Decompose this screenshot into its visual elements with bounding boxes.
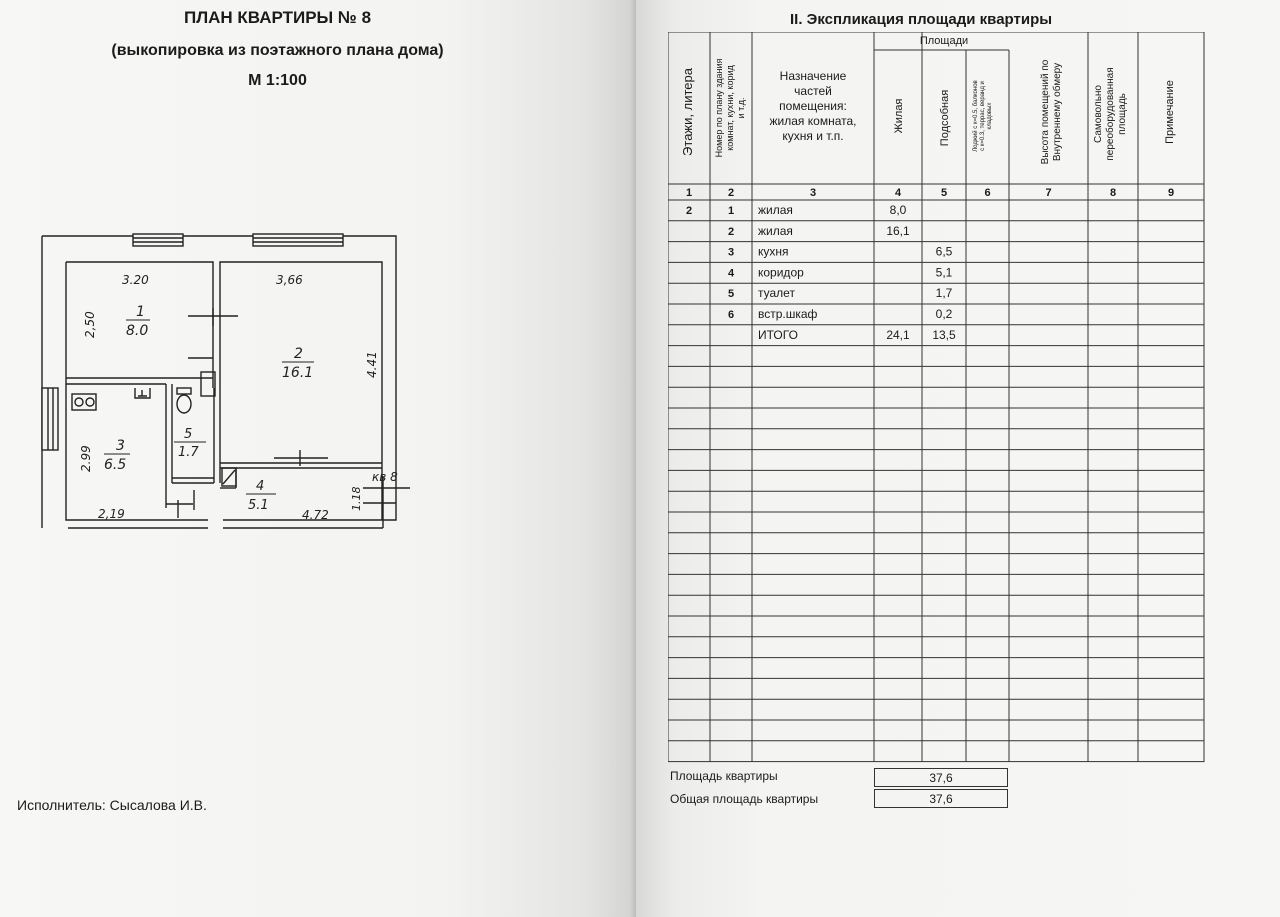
executor-name: Сысалова И.В. [109,797,207,813]
cell-auxiliary: 5,1 [935,265,953,280]
header-purpose-line: кухня и т.п. [782,129,844,143]
header-floor: Этажи, литера [680,68,695,156]
header-number-line: Номер по плану здания [714,58,724,158]
header-living: Жилая [893,98,905,134]
cell-purpose: встр.шкаф [758,307,818,321]
header-number-line: комнат, кухни, корид [725,65,735,151]
left-page [0,0,636,917]
header-height-line: Высота помещений по [1040,59,1051,165]
plan-scale: М 1:100 [248,72,307,89]
total-area-value: 37,6 [874,789,1008,808]
header-loggia-line: с к=0.3, террас, веранд и [980,81,986,151]
room2-width: 3,66 [276,273,303,287]
header-selfmade-line: Самовольно [1093,84,1104,144]
explication-table [668,32,1206,768]
inner-outline [66,262,382,520]
room1-number: 1 [136,304,145,320]
room2-number: 2 [294,346,303,362]
apartment-label: кв 8 [372,470,398,484]
column-number: 3 [809,187,817,199]
room3-height: 2.99 [79,445,93,472]
window-room1 [133,234,183,246]
header-purpose-line: Назначение [779,69,847,83]
cell-purpose: жилая [758,223,793,238]
cell-purpose: кухня [758,244,789,259]
cell-number: 5 [727,288,735,301]
room3-number: 3 [116,438,125,454]
cell-number: 6 [727,309,735,321]
apartment-area-value: 37,6 [874,768,1008,787]
header-auxiliary: Подсобная [939,89,951,147]
cell-auxiliary: 0,2 [935,307,953,321]
room1-height: 2,50 [83,311,97,338]
header-purpose-line: частей [794,84,832,98]
corridor-height: 1.18 [350,486,363,511]
explication-title: II. Экспликация площади квартиры [790,11,1053,28]
cell-purpose: ИТОГО [758,327,798,342]
sink-icon [135,388,150,398]
room2-height: 4.41 [365,351,379,378]
window-kitchen [42,388,58,450]
cell-living: 24,1 [886,327,910,342]
column-number: 1 [685,187,693,199]
executor-label: Исполнитель: [17,797,106,813]
toilet-icon [177,388,191,394]
cell-purpose: коридор [758,265,804,280]
cell-number: 4 [727,267,735,280]
column-number: 6 [984,187,991,199]
cell-living: 8,0 [889,203,907,217]
room1-width: 3.20 [122,273,149,287]
column-number: 5 [940,187,948,199]
column-number: 4 [894,187,902,199]
header-selfmade-line: площадь [1117,93,1128,135]
table-frame [668,32,1204,762]
plan-subtitle: (выкопировка из поэтажного плана дома) [111,42,444,59]
floor-plan [38,228,410,540]
room5-number: 5 [184,427,193,442]
header-height-line: Внутреннему обмеру [1052,62,1063,162]
room1-area: 8.0 [126,323,149,339]
room2-area: 16.1 [282,365,314,381]
cell-number: 2 [727,225,735,238]
header-area-group: Площади [919,35,969,47]
column-number: 7 [1045,187,1052,199]
apartment-area-label: Площадь квартиры [670,769,778,783]
cell-number: 1 [727,205,735,217]
header-loggia-line: кладовых [987,102,993,130]
header-loggia-line: Лоджий с к=0.5, балконов [973,80,979,152]
total-area-label: Общая площадь квартиры [670,792,819,806]
header-note: Примечание [1164,80,1176,144]
executor [17,797,207,813]
header-selfmade-line: переоборудованная [1105,67,1116,161]
column-number: 8 [1109,187,1117,199]
cell-auxiliary: 13,5 [932,327,956,342]
cell-floor: 2 [685,205,693,217]
room5-area: 1.7 [178,445,199,460]
column-number: 2 [727,187,735,199]
room3-width: 2,19 [98,507,125,521]
column-number: 9 [1167,187,1175,199]
plan-title: ПЛАН КВАРТИРЫ № 8 [183,8,372,27]
window-room2 [253,234,343,246]
cell-number: 3 [727,246,735,259]
room4-area: 5.1 [248,498,269,513]
room3-area: 6.5 [104,457,127,473]
corridor-width: 4.72 [302,508,329,522]
cell-living: 16,1 [886,223,910,238]
header-number-line: и т.д. [736,97,746,119]
cell-auxiliary: 1,7 [935,286,953,301]
cell-purpose: туалет [758,286,795,301]
header-purpose-line: жилая комната, [769,114,857,128]
room4-number: 4 [256,479,265,494]
header-purpose-line: помещения: [779,99,847,113]
cell-purpose: жилая [758,203,793,217]
cell-auxiliary: 6,5 [935,244,953,259]
outer-wall [42,236,396,528]
